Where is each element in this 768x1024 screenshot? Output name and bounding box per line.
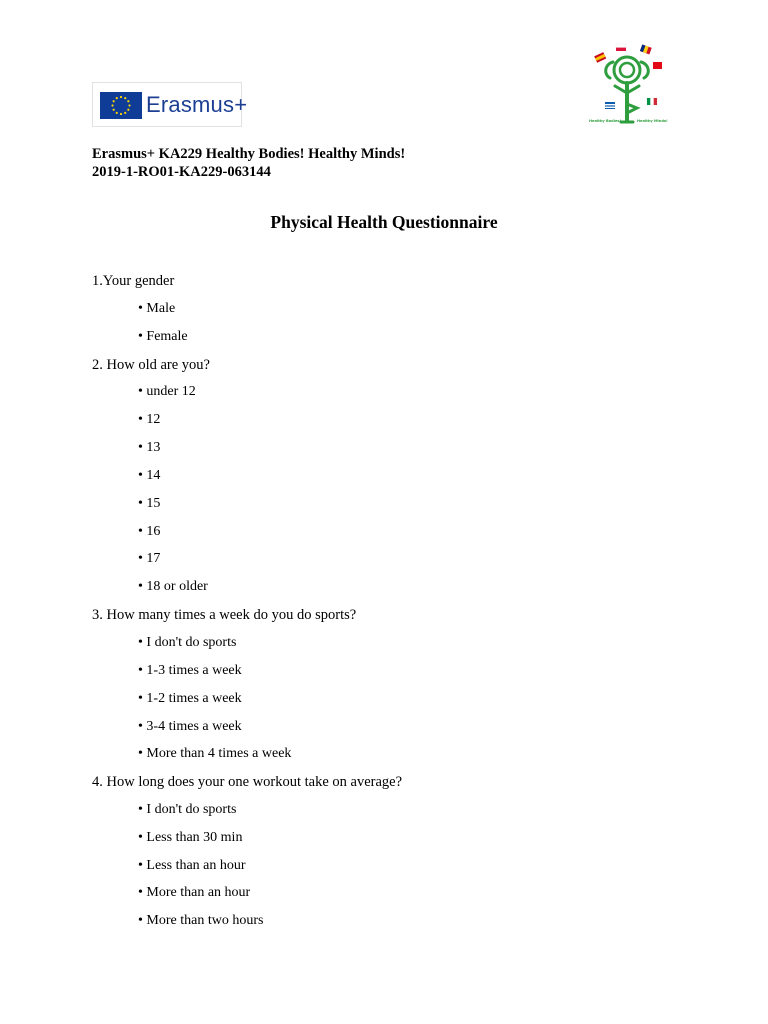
question-3-option: • 1-2 times a week [138,691,242,706]
question-3-option: • I don't do sports [138,635,237,650]
erasmus-wordmark: Erasmus+ [146,92,248,117]
question-4-option: • More than two hours [138,913,264,928]
eu-star-icon [111,104,113,106]
question-2-option: • 12 [138,412,161,427]
question-2-option: • 15 [138,496,161,511]
question-3: 3. How many times a week do you do sports? [92,607,357,623]
project-tree-logo [583,38,669,130]
logo-caption-left: Healthy Bodies! [589,119,622,123]
question-2-option: • 18 or older [138,579,208,594]
eu-flag-icon [100,92,142,119]
eu-star-icon [124,97,126,99]
page-title: Physical Health Questionnaire [270,212,498,232]
question-4-option: • Less than an hour [138,858,246,873]
question-1: 1.Your gender [92,273,175,289]
question-3-option: • 3-4 times a week [138,719,242,734]
eu-star-icon [127,100,129,102]
question-4-option: • I don't do sports [138,802,237,817]
eu-star-icon [116,112,118,114]
eu-star-icon [113,109,115,111]
eu-star-icon [116,97,118,99]
project-name: Erasmus+ KA229 Healthy Bodies! Healthy Minds! [92,146,406,162]
erasmus-logo [92,82,248,127]
logo-caption-right: Healthy Minds! [637,119,668,123]
eu-star-icon [127,109,129,111]
question-2-option: • under 12 [138,384,196,399]
eu-star-icon [124,112,126,114]
eu-star-icon [120,96,122,98]
question-2-option: • 16 [138,524,161,539]
question-2-option: • 13 [138,440,161,455]
question-2-option: • 14 [138,468,161,483]
eu-star-icon [120,113,122,115]
question-4-option: • More than an hour [138,885,251,900]
project-code: 2019-1-RO01-KA229-063144 [92,164,271,180]
question-3-option: • More than 4 times a week [138,746,292,761]
question-2: 2. How old are you? [92,357,210,373]
question-1-option: • Female [138,329,188,344]
eu-star-icon [113,100,115,102]
question-2-option: • 17 [138,551,161,566]
question-1-option: • Male [138,301,176,316]
eu-star-icon [128,104,130,106]
question-4: 4. How long does your one workout take on average? [92,774,403,790]
question-3-option: • 1-3 times a week [138,663,242,678]
question-4-option: • Less than 30 min [138,830,243,845]
